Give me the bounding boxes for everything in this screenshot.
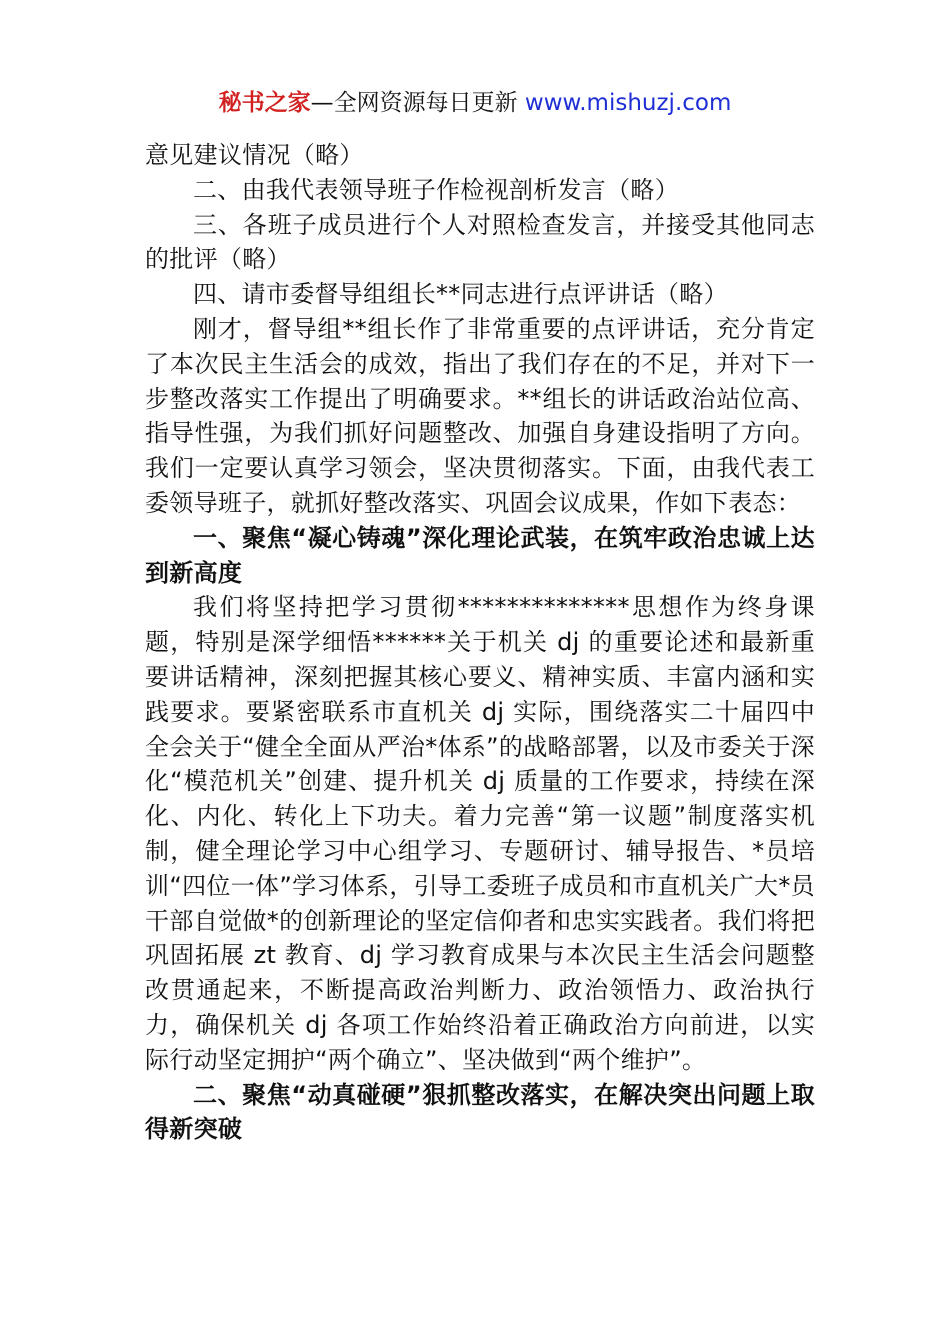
site-header xyxy=(0,86,950,120)
paragraph-3: 三、各班子成员进行个人对照检查发言，并接受其他同志的批评（略） xyxy=(145,210,815,274)
paragraph-5: 刚才，督导组**组长作了非常重要的点评讲话，充分肯定了本次民主生活会的成效，指出了我们存在的不足，并对下一步整改落实工作提出了明确要求。**组长的讲话政治站位高、指导性强，为我们抓好问题整改、加强自身建设指明了方向。我们一定要认真学习领会，坚决贯彻落实。下面，由我代表工委领导班子，就抓好整改落实、巩固会议成果，作如下表态： xyxy=(145,314,815,517)
paragraph-6: 我们将坚持把学习贯彻**************思想作为终身课题，特别是深学细悟******关于机关 dj 的重要论述和最新重要讲话精神，深刻把握其核心要义、精神实质、丰富内涵和实践要求。要紧密联系市直机关 dj 实际，围绕落实二十届四中全会关于“健全全面从严治*体系”的战略部署，以及市委关于深化“模范机关”创建、提升机关 dj 质量的工作要求，持续在深化、内化、转化上下功夫。着力完善“第一议题”制度落实机制，健全理论学习中心组学习、专题研讨、辅导报告、*员培训“四位一体”学习体系，引导工委班子成员和市直机关广大*员干部自觉做*的创新理论的坚定信仰者和忠实实践者。我们将把巩固拓展 zt 教育、dj 学习教育成果与本次民主生活会问题整改贯通起来，不断提高政治判断力、政治领悟力、政治执行力，确保机关 dj 各项工作始终沿着正确政治方向前进，以实际行动坚定拥护“两个确立”、坚决做到“两个维护”。 xyxy=(145,593,815,1074)
document-body xyxy=(145,138,815,1147)
section-heading-1: 一、聚焦“凝心铸魂”深化理论武装，在筑牢政治忠诚上达到新高度 xyxy=(145,523,815,587)
site-url[interactable]: www.mishuzj.com xyxy=(524,90,732,116)
paragraph-2: 二、由我代表领导班子作检视剖析发言（略） xyxy=(193,175,679,204)
site-tagline: —全网资源每日更新 xyxy=(310,90,525,116)
site-brand: 秘书之家 xyxy=(218,90,311,116)
paragraph-1: 意见建议情况（略） xyxy=(145,141,364,169)
section-heading-2: 二、聚焦“动真碰硬”狠抓整改落实，在解决突出问题上取得新突破 xyxy=(145,1080,815,1144)
paragraph-4: 四、请市委督导组组长**同志进行点评讲话（略） xyxy=(193,280,728,309)
